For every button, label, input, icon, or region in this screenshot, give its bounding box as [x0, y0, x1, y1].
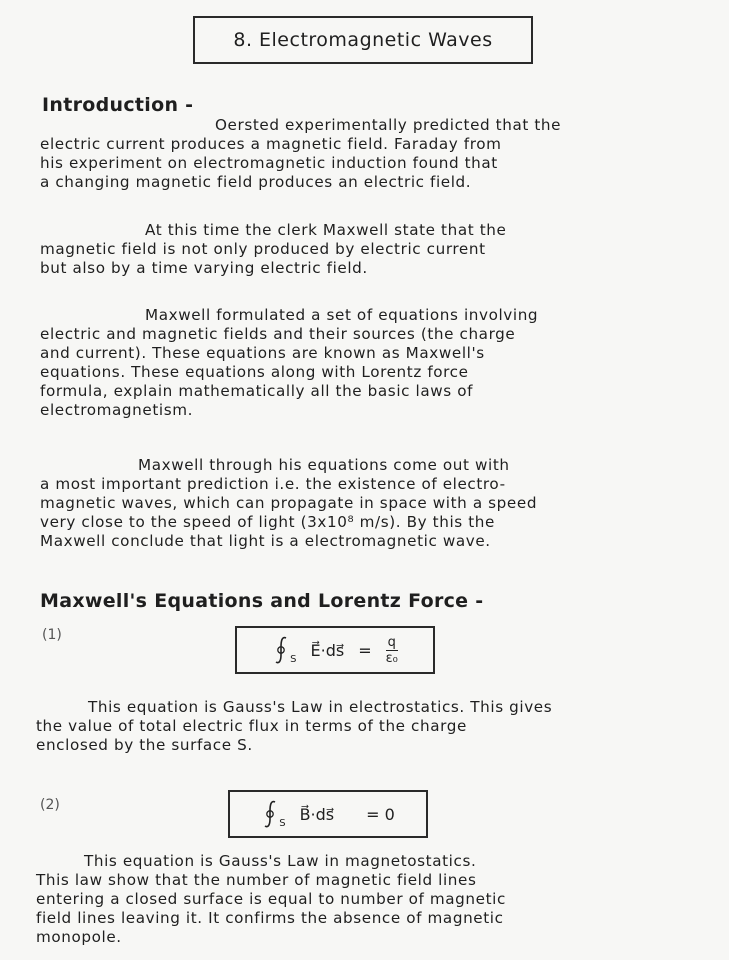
text-line: and current). These equations are known as Maxwell's [40, 344, 485, 362]
paragraph-prediction [40, 456, 690, 551]
text-line: At this time the clerk Maxwell state that the [145, 221, 507, 239]
text-line: equations. These equations along with Lorentz force [40, 363, 469, 381]
closed-surface-integral-icon [272, 635, 296, 665]
text-line: a changing magnetic field produces an electric field. [40, 173, 472, 191]
text-line: entering a closed surface is equal to number of magnetic [36, 890, 506, 908]
text-line: Maxwell through his equations come out with [138, 456, 510, 474]
text-line: This law show that the number of magnetic field lines [36, 871, 477, 889]
text-line: his experiment on electromagnetic induction found that [40, 154, 498, 172]
text-line: formula, explain mathematically all the basic laws of [40, 382, 474, 400]
text-line: a most important prediction i.e. the existence of electro- [40, 475, 506, 493]
text-line: magnetic waves, which can propagate in space with a speed [40, 494, 538, 512]
text-line: enclosed by the surface S. [36, 736, 253, 754]
text-line: This equation is Gauss's Law in electrostatics. This gives [88, 698, 553, 716]
text-line: monopole. [36, 928, 122, 946]
integral-subscript: S [290, 654, 297, 665]
closed-surface-integral-icon [261, 799, 285, 829]
text-line: the value of total electric flux in terms of the charge [36, 717, 467, 735]
text-line: Maxwell conclude that light is a electromagnetic wave. [40, 532, 491, 550]
equation-2-box [228, 790, 428, 838]
paragraph-clerk-maxwell [40, 221, 690, 278]
maxwell-equations-heading: Maxwell's Equations and Lorentz Force - [40, 590, 484, 612]
text-line: Oersted experimentally predicted that the [215, 116, 562, 134]
fraction-numerator: q [387, 634, 396, 650]
equation-1-label: (1) [42, 627, 62, 643]
text-line: field lines leaving it. It confirms the absence of magnetic [36, 909, 504, 927]
equation-1-equals: = [358, 640, 372, 660]
introduction-heading: Introduction - [42, 94, 194, 116]
paragraph-oersted [40, 116, 690, 192]
paragraph-maxwell-equations [40, 306, 690, 420]
text-line: Maxwell formulated a set of equations involving [145, 306, 539, 324]
equation-2-equals: = 0 [366, 804, 395, 824]
equation-2-label: (2) [40, 797, 60, 813]
integral-subscript: S [279, 818, 286, 829]
text-line: but also by a time varying electric field. [40, 259, 368, 277]
equation-2-integrand: B⃗·ds⃗ [299, 804, 335, 824]
chapter-title [193, 16, 533, 64]
text-line: electric current produces a magnetic field. Faraday from [40, 135, 502, 153]
equation-1-box [235, 626, 435, 674]
text-line: This equation is Gauss's Law in magnetostatics. [84, 852, 477, 870]
paragraph-gauss-magnetostatics [36, 852, 702, 947]
equation-1-fraction [386, 636, 398, 665]
text-line: electromagnetism. [40, 401, 194, 419]
paragraph-gauss-electrostatics [36, 698, 696, 755]
fraction-denominator: ε₀ [385, 650, 398, 666]
text-line: electric and magnetic fields and their sources (the charge [40, 325, 516, 343]
text-line: magnetic field is not only produced by electric current [40, 240, 486, 258]
equation-1-integrand: E⃗·ds⃗ [310, 640, 345, 660]
chapter-title-text: 8. Electromagnetic Waves [233, 29, 493, 51]
text-line: very close to the speed of light (3x10⁸ m/s). By this the [40, 513, 495, 531]
